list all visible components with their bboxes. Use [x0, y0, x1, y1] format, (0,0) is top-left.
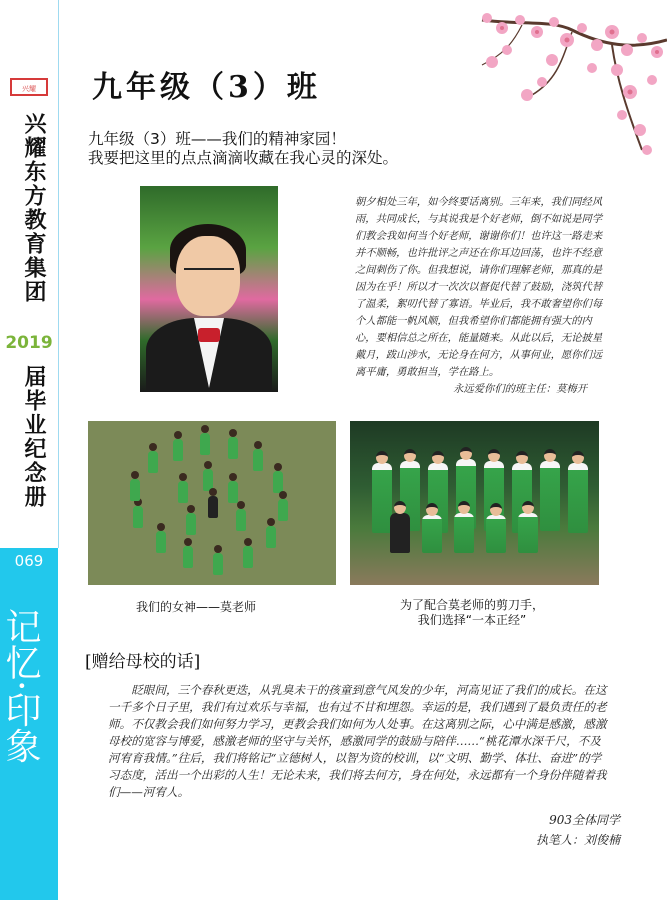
page-title: 九年级（3）班	[92, 70, 321, 105]
message-signature	[470, 810, 620, 850]
school-logo: 兴耀	[10, 78, 48, 96]
class-group-photo	[350, 421, 599, 585]
sidebar	[0, 0, 58, 900]
group-name: 兴耀东方教育集团	[21, 112, 46, 304]
teacher-letter-body: 朝夕相处三年，如今终要话离别。三年来，我们同经风雨，共同成长，与其说我是个好老师，倒不如说是同学们教会我如何当个好老师，谢谢你们！也许这一路走来并不顺畅，也许批评之声还在你耳边回荡，也许不经意之间刺伤了你。但我想说，请你们理解老师，那真的是因为在乎！所以才一次次以督促代替了鼓励，浇筑代替了温柔，絮叨代替了寡语。毕业后，我不敢奢望你们每个人都能一帆风顺，但我希望你们都能拥有强大的内心，要相信总之所在，能量随来。从此以后，无论披星戴月，跋山涉水，无论身在何方，从事何业，愿你们远离平庸，勇敢担当，学在路上。	[355, 196, 603, 378]
book-name: 届毕业纪念册	[21, 365, 46, 509]
teacher-portrait-photo	[140, 186, 278, 392]
teacher-letter-signature: 永远爱你们的班主任：莫梅开	[453, 383, 587, 395]
photo-caption-right	[400, 598, 544, 628]
message-signature-writer: 执笔人：刘俊楠	[535, 833, 620, 847]
intro-line-2: 我要把这里的点点滴滴收藏在我心灵的深处。	[88, 149, 399, 167]
page-number: 069	[14, 552, 44, 570]
message-signature-class: 903全体同学	[549, 813, 620, 827]
teacher-letter	[355, 194, 605, 398]
photo-caption-right-line-2: 我们选择“一本正经”	[417, 613, 527, 627]
sidebar-motto: 记忆·印象	[0, 608, 41, 764]
photo-caption-left: 我们的女神——莫老师	[136, 600, 257, 614]
plum-blossom-decoration	[462, 0, 667, 165]
class-intro	[88, 130, 398, 168]
intro-line-1: 九年级（3）班——我们的精神家园！	[88, 130, 346, 148]
photo-caption-right-line-1: 为了配合莫老师的剪刀手，	[400, 598, 545, 612]
students-circle-photo	[88, 421, 336, 585]
message-heading: [赠给母校的话]	[85, 652, 201, 672]
sidebar-top-panel	[0, 0, 59, 548]
message-body: 眨眼间，三个春秋更迭，从乳臭未干的孩童到意气风发的少年，河高见证了我们的成长。在这一千多个日子里，我们有过欢乐与幸福，也有过不甘和埋怨。幸运的是，我们遇到了最负责任的老师。不仅教会我们如何努力学习，更教会我们如何为人处事。在这离别之际，心中满是感激，感激母校的宽容与博爱，感激老师的坚守与关怀，感激同学的鼓励与陪伴……“桃花潭水深千尺，不及河宥育我情。”往后，我们将铭记“立德树人，以智为资的校训，以“文明、勤学、体壮、奋进”的学习态度，活出一个出彩的人生！无论未来，我们将去何方，身在何处，永远都有一个身份伴随着我们——河宥人。	[108, 683, 607, 799]
graduation-year: 2019	[5, 333, 53, 353]
